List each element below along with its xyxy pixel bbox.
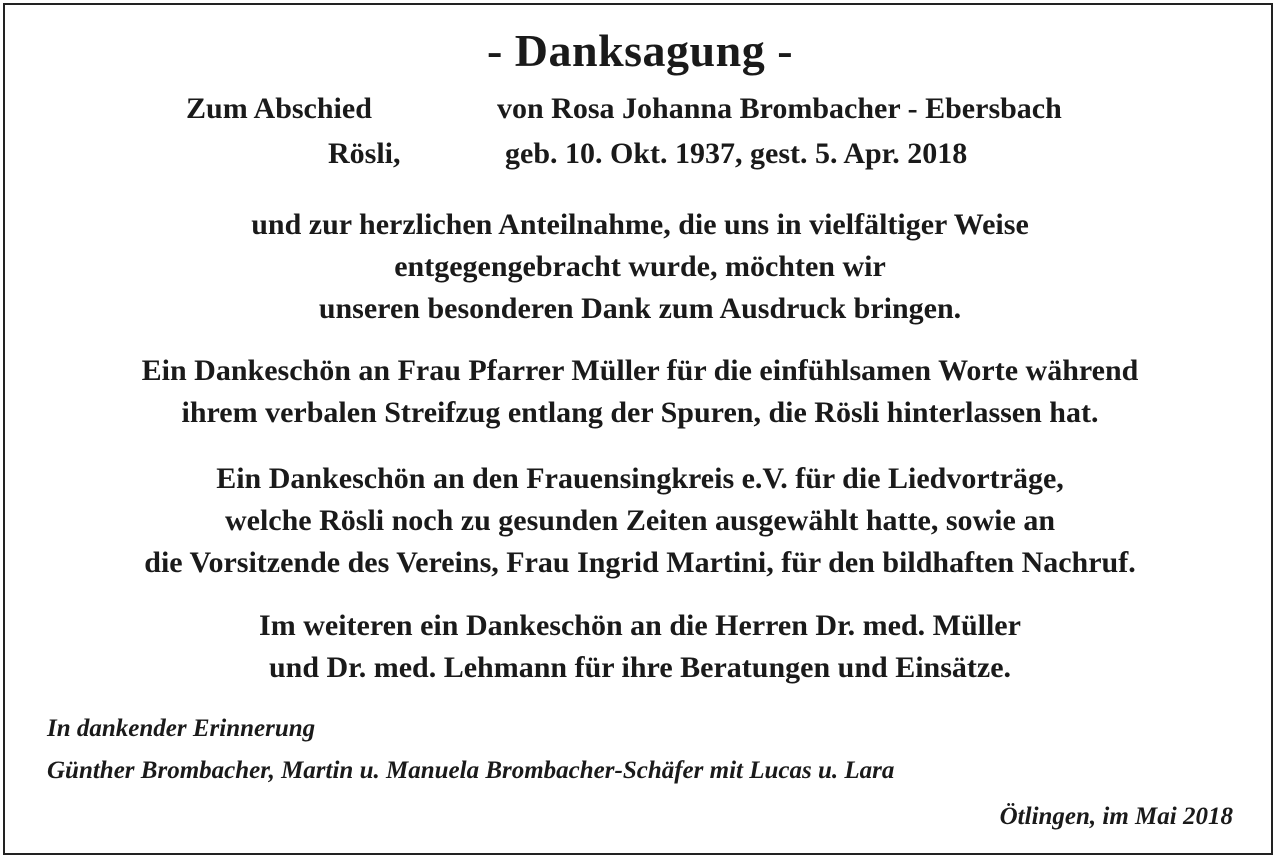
paragraph-line: und zur herzlichen Anteilnahme, die uns in vielfältiger Weise	[251, 208, 1029, 241]
paragraph-line: ihrem verbalen Streifzug entlang der Spuren, die Rösli hinterlassen hat.	[181, 396, 1099, 429]
paragraph-pastor-thanks	[0, 350, 1280, 434]
paragraph-line: Im weiteren ein Dankeschön an die Herren Dr. med. Müller	[259, 609, 1021, 642]
life-dates: geb. 10. Okt. 1937, gest. 5. Apr. 2018	[505, 137, 968, 170]
farewell-label: Zum Abschied	[186, 92, 372, 125]
remembrance-line: In dankender Erinnerung	[47, 715, 316, 742]
paragraph-line: und Dr. med. Lehmann für ihre Beratungen und Einsätze.	[268, 651, 1012, 684]
paragraph-sympathy	[0, 204, 1280, 330]
nickname: Rösli,	[328, 137, 401, 170]
paragraph-line: entgegengebracht wurde, möchten wir	[394, 250, 886, 283]
paragraph-line: welche Rösli noch zu gesunden Zeiten ausgewählt hatte, sowie an	[224, 504, 1056, 537]
paragraph-line: Ein Dankeschön an den Frauensingkreis e.V. für die Liedvorträge,	[216, 462, 1064, 495]
family-names: Günther Brombacher, Martin u. Manuela Brombacher-Schäfer mit Lucas u. Lara	[47, 757, 895, 784]
deceased-name: von Rosa Johanna Brombacher - Ebersbach	[497, 92, 1062, 125]
paragraph-doctors-thanks	[0, 605, 1280, 689]
paragraph-choir-thanks	[0, 458, 1280, 584]
paragraph-line: unseren besonderen Dank zum Ausdruck bringen.	[318, 292, 962, 325]
place-date: Ötlingen, im Mai 2018	[999, 803, 1233, 830]
paragraph-line: die Vorsitzende des Vereins, Frau Ingrid Martini, für den bildhaften Nachruf.	[144, 546, 1136, 579]
paragraph-line: Ein Dankeschön an Frau Pfarrer Müller für die einfühlsamen Worte während	[141, 354, 1139, 387]
notice-title: - Danksagung -	[486, 25, 794, 76]
